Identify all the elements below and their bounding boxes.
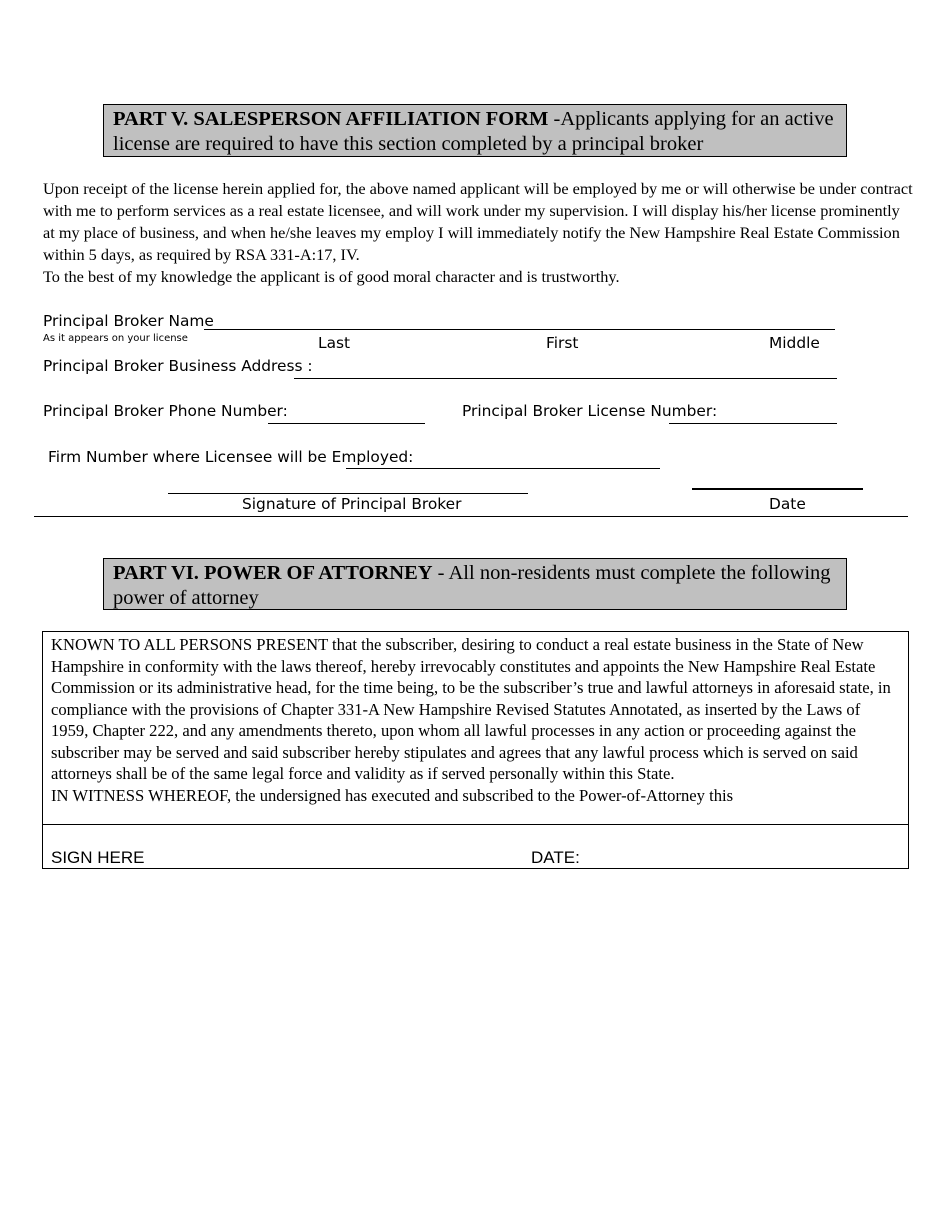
power-of-attorney-box xyxy=(42,631,909,869)
sign-here-field[interactable]: SIGN HERE xyxy=(51,848,145,867)
poa-date-field[interactable]: DATE: xyxy=(531,848,580,867)
name-first-caption: First xyxy=(546,334,579,352)
broker-phone-field[interactable] xyxy=(268,423,425,424)
part-v-subtitle: -Applicants applying for an active license are required to have this section completed by a principal broker xyxy=(113,108,834,155)
broker-date-caption: Date xyxy=(769,495,806,513)
firm-number-label: Firm Number where Licensee will be Employed: xyxy=(48,448,414,466)
poa-signature-divider xyxy=(43,824,908,825)
character-paragraph: To the best of my knowledge the applicant is of good moral character and is trustworthy. xyxy=(43,267,620,286)
name-middle-caption: Middle xyxy=(769,334,820,352)
name-last-caption: Last xyxy=(318,334,351,352)
part-v-body xyxy=(43,178,913,288)
broker-phone-label: Principal Broker Phone Number: xyxy=(43,402,288,420)
broker-license-label: Principal Broker License Number: xyxy=(462,402,718,420)
power-of-attorney-text xyxy=(43,632,908,806)
broker-name-hint: As it appears on your license xyxy=(43,333,188,344)
broker-signature-caption: Signature of Principal Broker xyxy=(242,495,462,513)
broker-address-label: Principal Broker Business Address : xyxy=(43,357,313,375)
broker-name-field[interactable] xyxy=(204,329,835,330)
broker-address-field[interactable] xyxy=(294,378,837,379)
affiliation-paragraph: Upon receipt of the license herein applied for, the above named applicant will be employed by me or will otherwise be under contract with me to perform services as a real estate licensee, and will work under my supervision. I will display his/her license prominently at my place of business, and when he/she leaves my employ I will immediately notify the New Hampshire Real Estate Commission within 5 days, as required by RSA 331-A:17, IV. xyxy=(43,179,913,264)
section-divider xyxy=(34,516,908,517)
broker-license-field[interactable] xyxy=(669,423,837,424)
part-vi-header xyxy=(103,558,847,610)
poa-body: KNOWN TO ALL PERSONS PRESENT that the subscriber, desiring to conduct a real estate business in the State of New Hampshire in conformity with the laws thereof, hereby irrevocably constitutes and appoints the New Hampshire Real Estate Commission or its administrative head, for the time being, to be the subscriber’s true and lawful attorneys in aforesaid state, in compliance with the provisions of Chapter 331-A New Hampshire Revised Statutes Annotated, as inserted by the Laws of 1959, Chapter 222, and any amendments thereto, upon whom all lawful processes in any action or proceeding against the subscriber may be served and said subscriber hereby stipulates and agrees that any lawful process which is served on said attorneys shall be of the same legal force and validity as if served personally within this State. xyxy=(51,635,891,783)
part-vi-subtitle: - All non-residents must complete the following power of attorney xyxy=(113,562,831,609)
part-v-title: PART V. SALESPERSON AFFILIATION FORM xyxy=(113,108,549,130)
part-v-header xyxy=(103,104,847,157)
firm-number-field[interactable] xyxy=(346,468,660,469)
broker-date-field[interactable] xyxy=(692,488,863,490)
part-vi-title: PART VI. POWER OF ATTORNEY xyxy=(113,562,433,584)
poa-witness: IN WITNESS WHEREOF, the undersigned has executed and subscribed to the Power-of-Attorney this xyxy=(51,785,734,805)
broker-name-label: Principal Broker Name xyxy=(43,312,214,330)
